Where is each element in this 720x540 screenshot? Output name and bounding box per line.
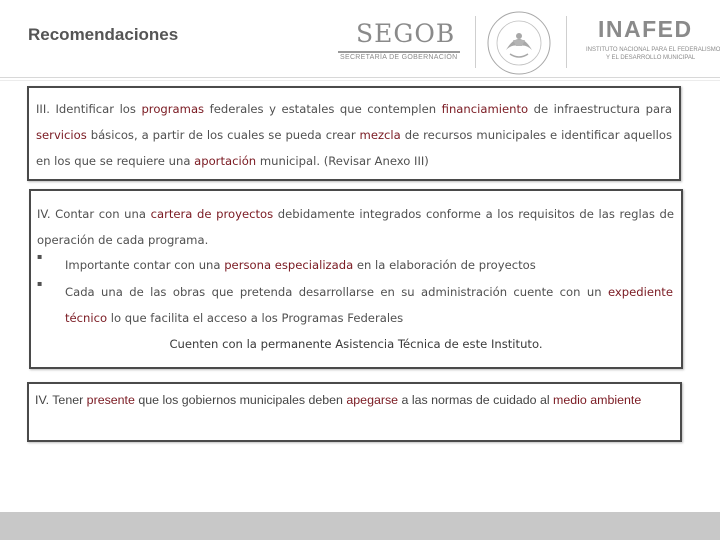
- highlighted-term: servicios: [36, 128, 87, 142]
- text-segment: federales y estatales que contemplen: [204, 102, 442, 116]
- highlighted-term: financiamiento: [441, 102, 529, 116]
- segob-underline: [338, 51, 460, 53]
- text-segment: que los gobiernos municipales deben: [134, 393, 347, 407]
- footer-bar: [0, 512, 720, 540]
- text-segment: de recursos municipales e identificar aquellos en los que se requiere una: [36, 128, 672, 168]
- text-segment: en la elaboración de proyectos: [353, 258, 536, 272]
- recommendation-text: [36, 96, 672, 174]
- highlighted-term: apegarse: [346, 393, 399, 407]
- inafed-name: INAFED: [598, 16, 693, 42]
- recommendation-box-environment: [27, 382, 682, 442]
- segob-name: SEGOB: [356, 19, 456, 48]
- text-segment: básicos, a partir de los cuales se pueda crear: [86, 128, 360, 142]
- text-segment: IV. Tener: [35, 393, 87, 407]
- segob-subtitle: SECRETARÍA DE GOBERNACIÓN: [340, 54, 458, 61]
- recommendation-box-iii: [27, 86, 681, 181]
- inafed-subtitle-1: INSTITUTO NACIONAL PARA EL FEDERALISMO: [586, 47, 720, 53]
- text-segment: a las normas de cuidado al: [398, 393, 554, 407]
- highlighted-term: expediente técnico: [65, 285, 673, 325]
- highlighted-term: presente: [86, 393, 135, 407]
- text-segment: lo que facilita el acceso a los Programas Federales: [107, 311, 404, 325]
- assistance-note: Cuenten con la permanente Asistencia Técnica de este Instituto.: [169, 337, 543, 351]
- text-segment: municipal. (Revisar Anexo III): [256, 154, 429, 168]
- text-segment: de infraestructura para: [528, 102, 672, 116]
- text-segment: Importante contar con una: [65, 258, 225, 272]
- text-segment: Cada una de las obras que pretenda desarrollarse en su administración cuente con un: [65, 285, 608, 299]
- highlighted-term: aportación: [194, 154, 257, 168]
- header-divider: [566, 16, 567, 68]
- highlighted-term: persona especializada: [224, 258, 354, 272]
- text-segment: debidamente integrados conforme a los requisitos de las reglas de operación de cada programa.: [37, 207, 674, 247]
- text-segment: IV. Contar con una: [37, 207, 151, 221]
- inafed-logo: [584, 16, 720, 66]
- highlighted-term: mezcla: [359, 128, 401, 142]
- highlighted-term: cartera de proyectos: [150, 207, 274, 221]
- header-rule: [0, 80, 720, 81]
- header: [0, 0, 720, 78]
- header-rule: [0, 77, 720, 78]
- national-seal-icon: [486, 10, 552, 76]
- text-segment: III. Identificar los: [36, 102, 142, 116]
- recommendation-text: [35, 393, 675, 407]
- highlighted-term: programas: [141, 102, 205, 116]
- list-item-text: [65, 279, 673, 331]
- list-item-text: [65, 252, 673, 278]
- page-title: Recomendaciones: [28, 25, 179, 44]
- inafed-subtitle-2: Y EL DESARROLLO MUNICIPAL: [606, 55, 696, 61]
- bullet-marker-icon: ▪: [37, 279, 43, 288]
- recommendation-text: [37, 201, 674, 253]
- highlighted-term: medio ambiente: [553, 393, 642, 407]
- bullet-marker-icon: ▪: [37, 252, 43, 261]
- segob-logo: [338, 16, 460, 66]
- recommendation-box-iv: [29, 189, 683, 369]
- header-divider: [475, 16, 476, 68]
